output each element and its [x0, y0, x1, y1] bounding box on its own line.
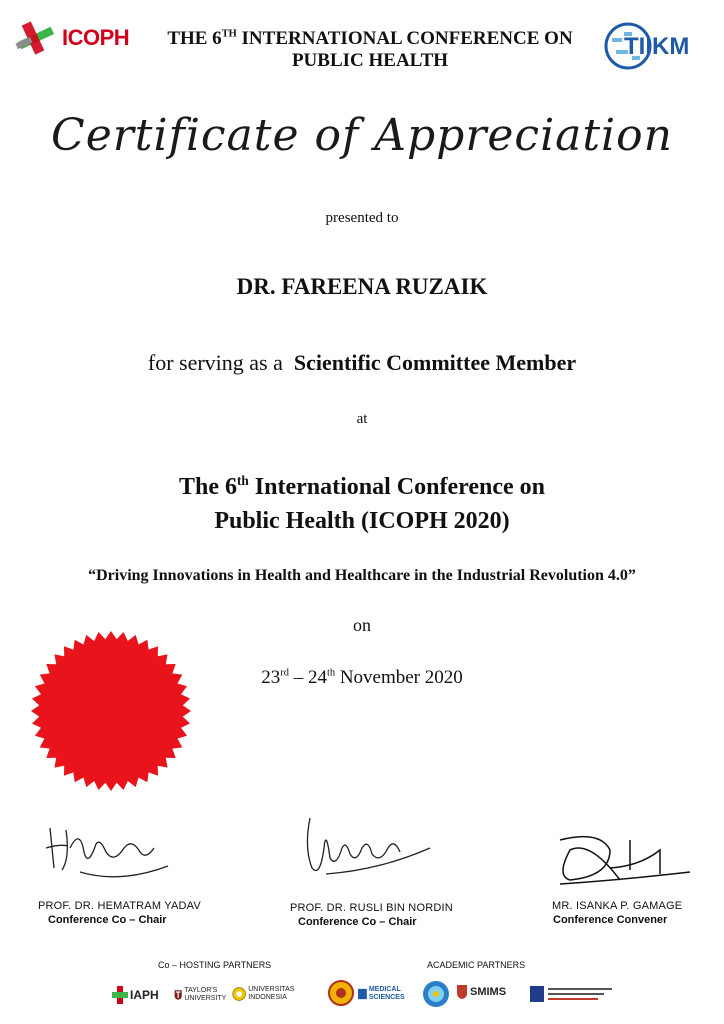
partner-iaph-logo	[112, 984, 159, 1006]
tiikm-logo	[602, 20, 714, 72]
conference-header-title	[140, 28, 600, 72]
header-title-line2: PUBLIC HEALTH	[291, 50, 449, 71]
iaph-icon	[112, 984, 128, 1006]
serving-prefix: for serving as a	[147, 350, 283, 375]
date-mid: – 24	[288, 667, 327, 688]
partner-taylors-text: TAYLOR'S UNIVERSITY	[184, 987, 227, 1002]
smims-crest-icon	[456, 984, 468, 1000]
red-seal-icon	[30, 630, 192, 792]
conf-sup: th	[237, 473, 249, 488]
signature-isanka-gamage	[540, 820, 700, 900]
icoph-logo	[14, 16, 144, 58]
academic-partner-emblem-2-icon	[422, 980, 450, 1008]
tiikm-globe-icon	[602, 20, 714, 72]
date-rest: November 2020	[335, 667, 463, 688]
partner-ui-logo	[232, 984, 310, 1004]
cohosting-partners-label: Co – HOSTING PARTNERS	[158, 960, 272, 970]
conference-theme: “Driving Innovations in Health and Healthcare in the Industrial Revolution 4.0”	[88, 567, 636, 584]
universitas-indonesia-emblem-icon	[232, 984, 246, 1004]
icoph-cross-icon	[14, 20, 60, 56]
conf-rest: International Conference on	[248, 474, 545, 500]
academic-partner-emblem-1-icon	[328, 980, 354, 1006]
partner-taylors-logo	[174, 986, 230, 1004]
date-start: 23	[261, 667, 281, 688]
academic-partners-label: ACADEMIC PARTNERS	[427, 960, 526, 970]
header-title-rest: INTERNATIONAL CONFERENCE ON	[236, 28, 573, 49]
signatory-2-role: Conference Co – Chair	[298, 916, 417, 928]
signatory-1-name: PROF. DR. HEMATRAM YADAV	[38, 900, 201, 912]
medical-sciences-icon	[358, 987, 367, 1001]
icoph-logo-text: ICOPH	[62, 25, 130, 50]
taylors-crest-icon	[174, 986, 182, 1004]
conference-name-line1	[0, 474, 724, 501]
partner-smims-text: SMIMS	[470, 986, 507, 998]
committee-role: Scientific Committee Member	[293, 350, 577, 375]
on-text: on	[353, 615, 371, 635]
signature-rusli-bin-nordin	[290, 808, 450, 888]
signatory-2-name: PROF. DR. RUSLI BIN NORDIN	[290, 902, 453, 914]
conf-prefix: The 6	[179, 474, 238, 500]
partner-ui-text: UNIVERSITAS INDONESIA	[248, 986, 295, 1001]
header-title-sup: TH	[221, 28, 237, 40]
conference-name-line2: Public Health (ICOPH 2020)	[214, 508, 510, 534]
header-title-prefix: THE 6	[167, 28, 222, 49]
partner-iaph-text: IAPH	[130, 988, 159, 1002]
partner-medical-sciences-text: MEDICAL SCIENCES	[368, 986, 405, 1001]
academic-partner-institute-logo	[530, 984, 614, 1004]
partner-medical-sciences-logo	[358, 986, 420, 1002]
signatory-3-name: MR. ISANKA P. GAMAGE	[552, 900, 683, 912]
date-end-sup: th	[326, 667, 336, 679]
partner-smims-logo	[456, 984, 526, 1000]
recipient-name: DR. FAREENA RUZAIK	[236, 274, 488, 299]
date-start-sup: rd	[280, 667, 289, 679]
signature-hematram-yadav	[40, 808, 200, 888]
serving-line	[0, 350, 724, 376]
tiikm-logo-text: TIIKM	[624, 33, 690, 60]
signatory-3-role: Conference Convener	[553, 914, 668, 926]
signatory-1-role: Conference Co – Chair	[48, 914, 167, 926]
certificate-title: Certificate of Appreciation	[51, 110, 673, 161]
at-text: at	[356, 411, 368, 427]
presented-to-text: presented to	[325, 210, 399, 226]
